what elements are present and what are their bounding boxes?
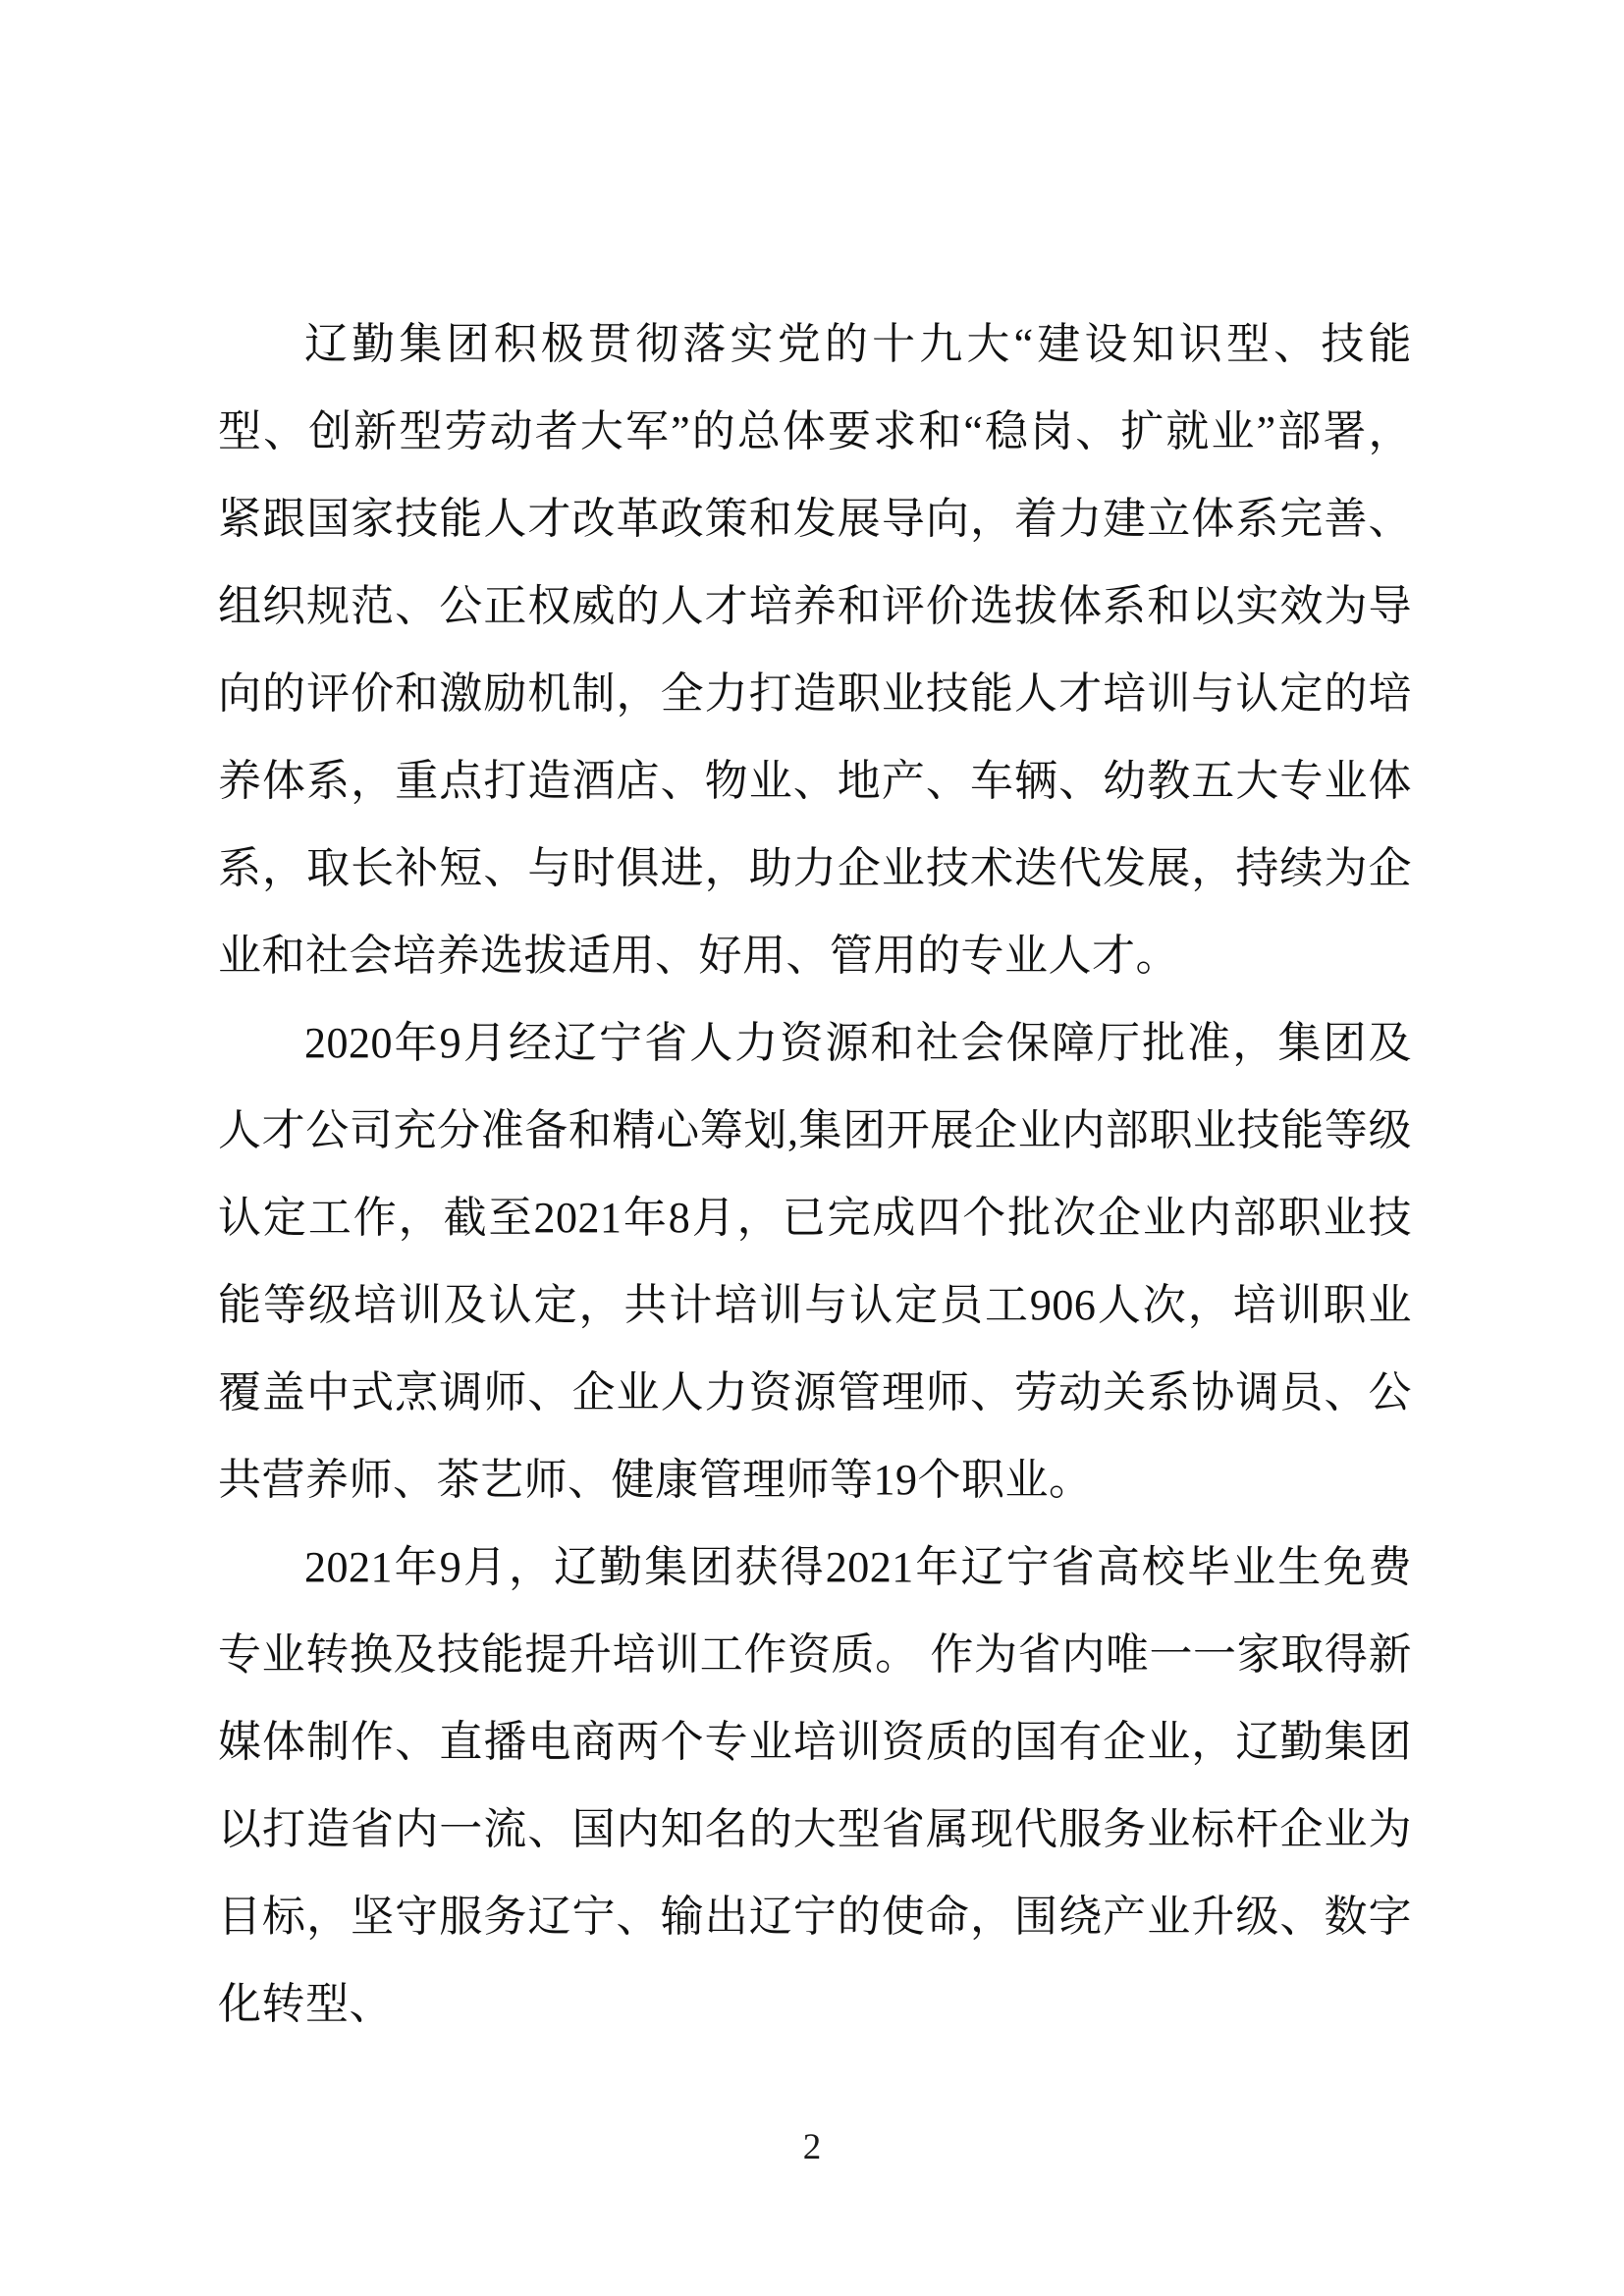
paragraph-2: 2020年9月经辽宁省人力资源和社会保障厅批准，集团及人才公司充分准备和精心筹划,集团开展企业内部职业技能等级认定工作，截至2021年8月，已完成四个批次企业内部职业技能等级培训及认定，共计培训与认定员工906人次，培训职业覆盖中式烹调师、企业人力资源管理师、劳动关系协调员、公共营养师、茶艺师、健康管理师等19个职业。	[218, 1019, 1412, 1504]
document-body	[218, 300, 1412, 2048]
paragraph-1: 辽勤集团积极贯彻落实党的十九大“建设知识型、技能型、创新型劳动者大军”的总体要求和“稳岗、扩就业”部署，紧跟国家技能人才改革政策和发展导向，着力建立体系完善、组织规范、公正权威的人才培养和评价选拔体系和以实效为导向的评价和激励机制，全力打造职业技能人才培训与认定的培养体系，重点打造酒店、物业、地产、车辆、幼教五大专业体系，取长补短、与时俱进，助力企业技术迭代发展，持续为企业和社会培养选拔适用、好用、管用的专业人才。	[218, 320, 1412, 980]
paragraph-3: 2021年9月，辽勤集团获得2021年辽宁省高校毕业生免费专业转换及技能提升培训工作资质。 作为省内唯一一家取得新媒体制作、直播电商两个专业培训资质的国有企业，辽勤集团以打造省内一流、国内知名的大型省属现代服务业标杆企业为目标，坚守服务辽宁、输出辽宁的使命，围绕产业升级、数字化转型、	[218, 1543, 1412, 2028]
page-number: 2	[802, 2127, 822, 2167]
